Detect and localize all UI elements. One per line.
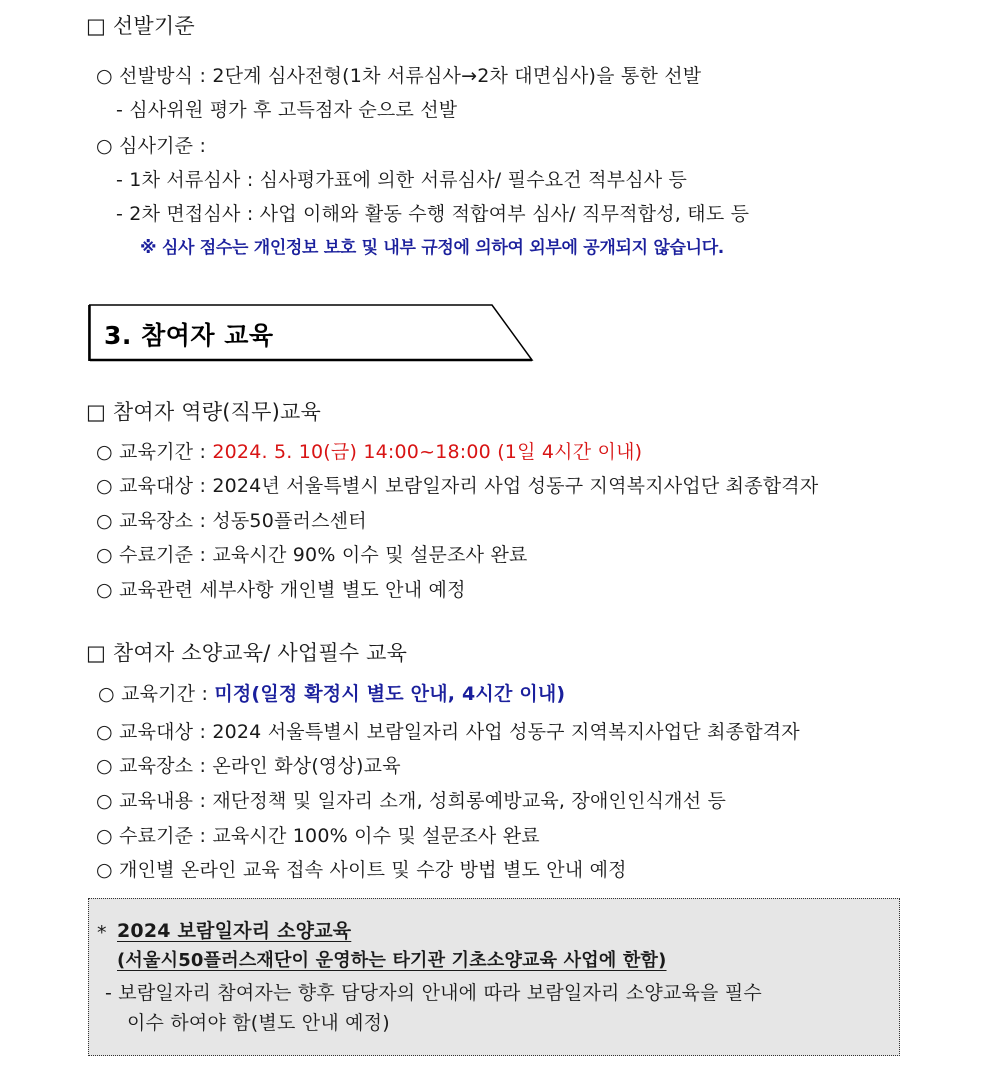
selection-notice-wrap: [140, 236, 840, 262]
competency-completion: ○ 수료기준 : 교육시간 90% 이수 및 설문조사 완료: [96, 544, 528, 566]
refinement-target: ○ 교육대상 : 2024 서울특별시 보람일자리 사업 성동구 지역복지사업단 최종합격자: [96, 721, 800, 743]
note-title: 2024 보람일자리 소양교육: [117, 920, 352, 942]
refinement-content: ○ 교육내용 : 재단정책 및 일자리 소개, 성희롱예방교육, 장애인인식개선 등: [96, 790, 727, 812]
refinement-period-value: 미정(일정 확정시 별도 안내, 4시간 이내): [214, 683, 566, 705]
refinement-period: [98, 682, 565, 706]
note-body-2: 이수 하여야 함(별도 안내 예정): [127, 1012, 390, 1034]
selection-criteria-sub1: - 1차 서류심사 : 심사평가표에 의한 서류심사/ 필수요건 적부심사 등: [116, 169, 688, 191]
note-body-1: - 보람일자리 참여자는 향후 담당자의 안내에 따라 보람일자리 소양교육을 필수: [105, 982, 762, 1004]
section-title: 3. 참여자 교육: [104, 321, 274, 350]
competency-target: ○ 교육대상 : 2024년 서울특별시 보람일자리 사업 성동구 지역복지사업단 최종합격자: [96, 475, 819, 497]
competency-heading: □ 참여자 역량(직무)교육: [86, 400, 321, 424]
refinement-place: ○ 교육장소 : 온라인 화상(영상)교육: [96, 755, 401, 777]
note-subtitle: (서울시50플러스재단이 운영하는 타기관 기초소양교육 사업에 한함): [117, 950, 667, 971]
selection-heading: □ 선발기준: [86, 14, 195, 38]
selection-criteria-sub2: - 2차 면접심사 : 사업 이해와 활동 수행 적합여부 심사/ 직무적합성, 태도 등: [116, 203, 750, 225]
refinement-online: ○ 개인별 온라인 교육 접속 사이트 및 수강 방법 별도 안내 예정: [96, 859, 627, 881]
selection-method-sub: - 심사위원 평가 후 고득점자 순으로 선발: [116, 99, 458, 121]
selection-criteria: ○ 심사기준 :: [96, 135, 207, 157]
refinement-completion: ○ 수료기준 : 교육시간 100% 이수 및 설문조사 완료: [96, 825, 540, 847]
selection-notice: ※ 심사 점수는 개인정보 보호 및 내부 규정에 의하여 외부에 공개되지 않습니다.: [140, 238, 724, 258]
competency-period: [96, 440, 642, 464]
competency-period-label: ○ 교육기간 :: [96, 441, 213, 463]
refinement-period-label: ○ 교육기간 :: [98, 683, 215, 705]
selection-method: ○ 선발방식 : 2단계 심사전형(1차 서류심사→2차 대면심사)을 통한 선발: [96, 65, 702, 87]
note-star: *: [97, 922, 107, 944]
note-box: [88, 898, 900, 1056]
competency-details: ○ 교육관련 세부사항 개인별 별도 안내 예정: [96, 579, 466, 601]
refinement-heading: □ 참여자 소양교육/ 사업필수 교육: [86, 641, 408, 665]
competency-place: ○ 교육장소 : 성동50플러스센터: [96, 510, 367, 532]
section-banner: [88, 304, 534, 362]
competency-period-value: 2024. 5. 10(금) 14:00~18:00 (1일 4시간 이내): [212, 441, 643, 463]
